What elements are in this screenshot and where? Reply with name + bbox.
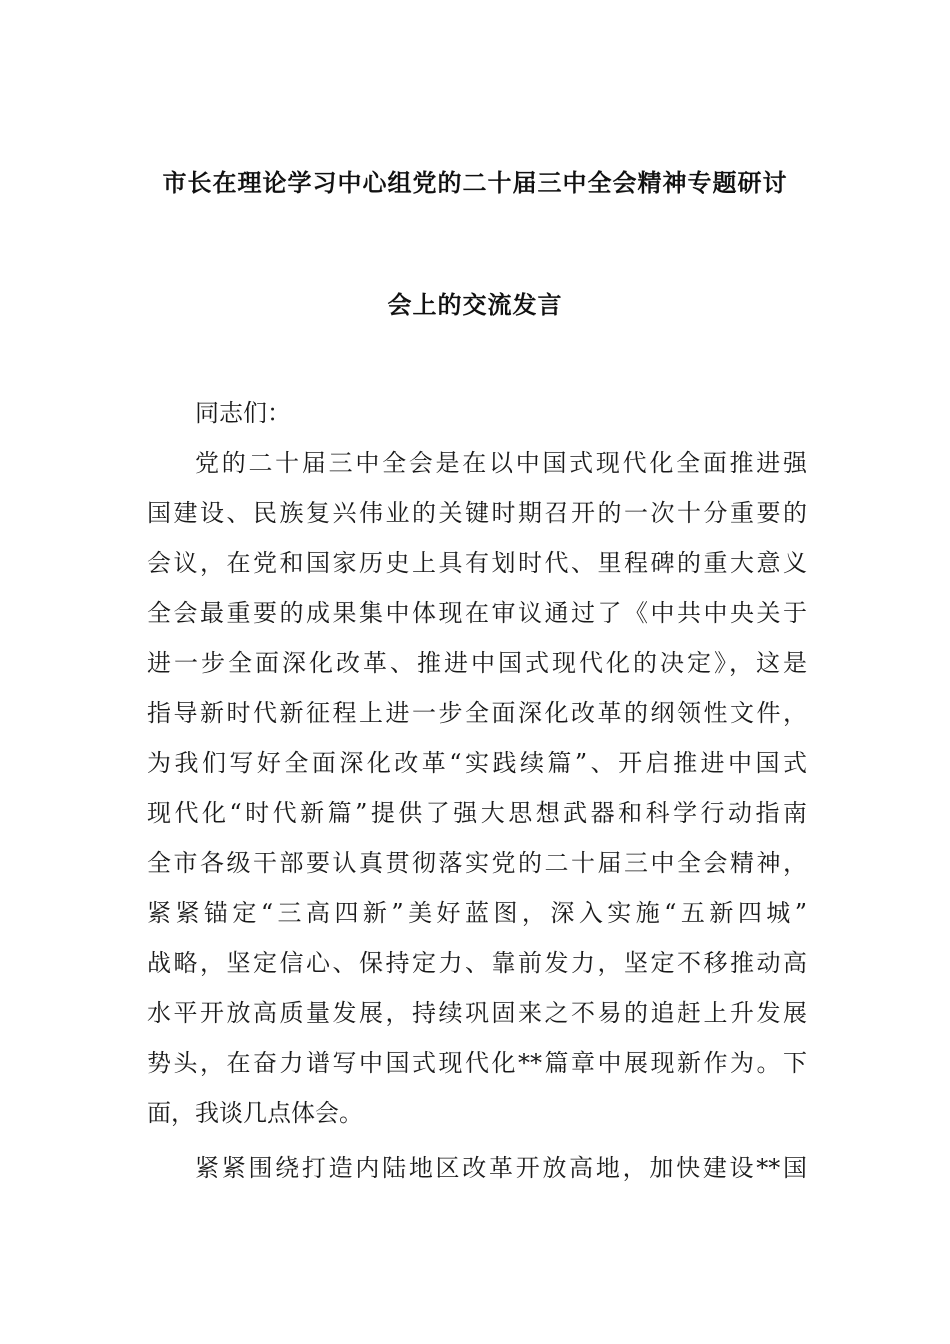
body-line: 进一步全面深化改革、推进中国式现代化的决定》，这是 — [147, 649, 807, 677]
body-line: 势头，在奋力谱写中国式现代化**篇章中展现新作为。下 — [147, 1049, 807, 1077]
salutation: 同志们： — [195, 399, 291, 427]
body-line: 水平开放高质量发展，持续巩固来之不易的追赶上升发展 — [147, 999, 807, 1027]
body-line: 全市各级干部要认真贯彻落实党的二十届三中全会精神， — [147, 849, 807, 877]
body-line: 国建设、民族复兴伟业的关键时期召开的一次十分重要的 — [147, 499, 807, 527]
body-line: 为我们写好全面深化改革“实践续篇”、开启推进中国式 — [147, 749, 807, 777]
body-line: 紧紧锚定“三高四新”美好蓝图，深入实施“五新四城” — [147, 899, 807, 927]
document-title-line-2: 会上的交流发言 — [387, 291, 563, 319]
body-line: 党的二十届三中全会是在以中国式现代化全面推进强 — [195, 449, 807, 477]
body-line: 战略，坚定信心、保持定力、靠前发力，坚定不移推动高 — [147, 949, 807, 977]
document-title-line-1: 市长在理论学习中心组党的二十届三中全会精神专题研讨 — [162, 169, 788, 197]
body-line: 指导新时代新征程上进一步全面深化改革的纲领性文件， — [147, 699, 807, 727]
body-line: 面，我谈几点体会。 — [147, 1099, 363, 1127]
body-line: 全会最重要的成果集中体现在审议通过了《中共中央关于 — [147, 599, 807, 627]
body-line: 紧紧围绕打造内陆地区改革开放高地，加快建设**国 — [195, 1154, 807, 1182]
body-line: 会议，在党和国家历史上具有划时代、里程碑的重大意义 — [147, 549, 807, 577]
body-line: 现代化“时代新篇”提供了强大思想武器和科学行动指南 — [147, 799, 807, 827]
